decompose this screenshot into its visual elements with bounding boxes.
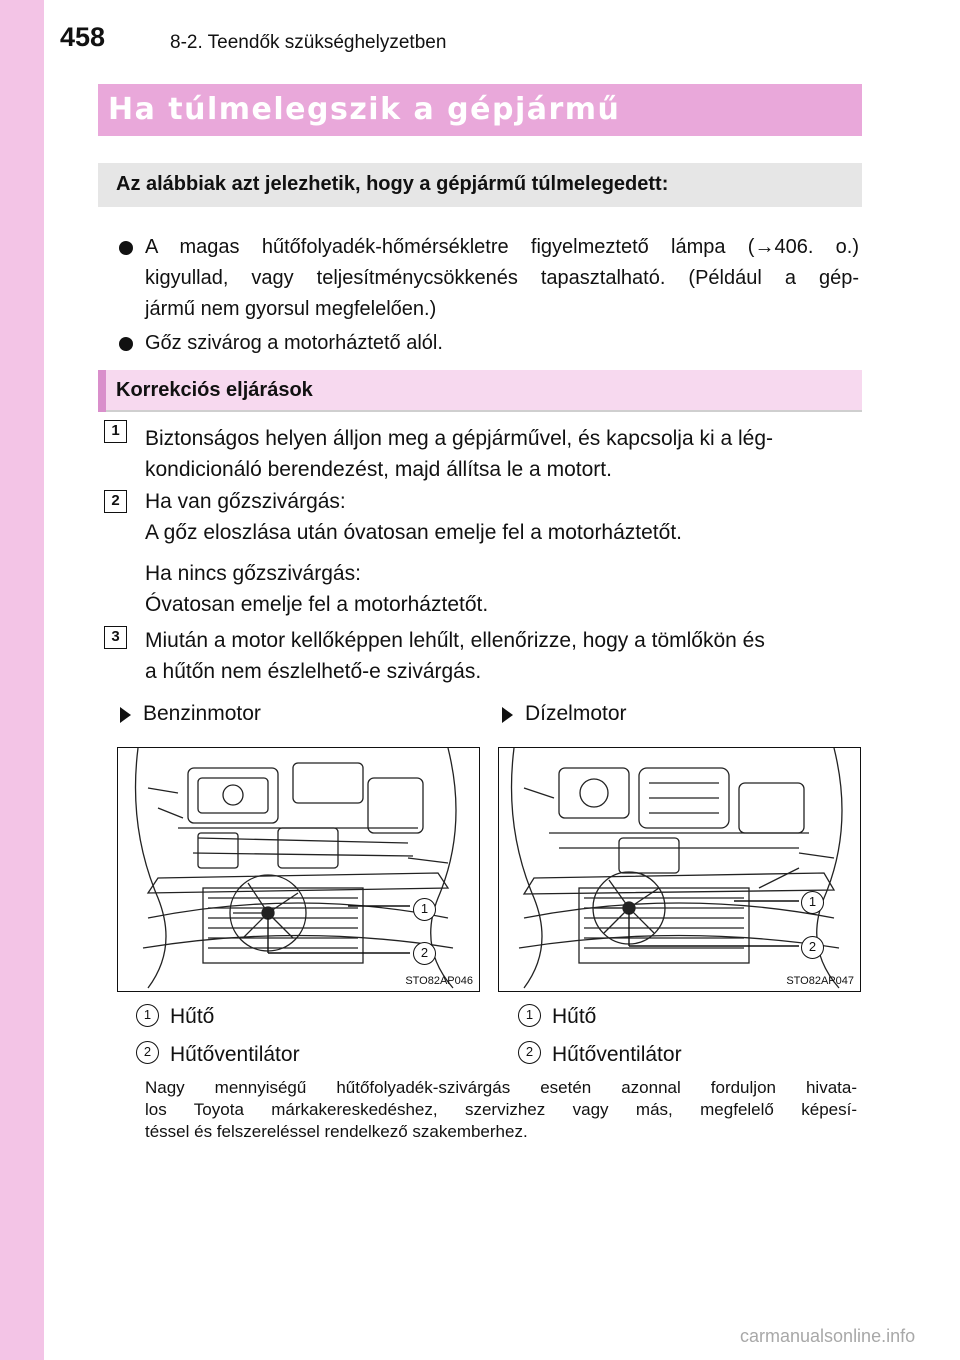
page-number: 458 (60, 22, 106, 52)
callout-marker: 2 (801, 936, 824, 959)
page-title-bar (98, 84, 862, 136)
legend-number: 2 (518, 1041, 541, 1064)
legend-label: Hűtőventilátor (170, 1043, 300, 1066)
figure-label: Dízelmotor (525, 702, 627, 725)
watermark: carmanualsonline.info (740, 1326, 916, 1346)
legend-number: 2 (136, 1041, 159, 1064)
callout-marker: 1 (413, 898, 436, 921)
image-code: STO82AP047 (786, 975, 854, 987)
heading-accent (98, 370, 106, 412)
step-text-line: Óvatosan emelje fel a motorháztetőt. (145, 593, 489, 616)
bullet-text-line: A magas hűtőfolyadék-hőmérsékletre figyelmeztető lámpa (→406. o.) (145, 236, 859, 258)
legend-number: 1 (136, 1004, 159, 1027)
legend-label: Hűtőventilátor (552, 1043, 682, 1066)
figure-label: Benzinmotor (143, 702, 261, 725)
bullet-text-line: kigyullad, vagy teljesítménycsökkenés tapasztalható. (Például a gép- (145, 267, 859, 289)
bullet-icon (119, 241, 133, 255)
procedure-heading-bar (98, 370, 862, 412)
signs-heading: Az alábbiak azt jelezhetik, hogy a gépjármű túlmelegedett: (116, 173, 669, 195)
note-paragraph (145, 1077, 857, 1143)
step-text-line: kondicionáló berendezést, majd állítsa le a motort. (145, 458, 612, 481)
step-text-line: A gőz eloszlása után óvatosan emelje fel a motorháztetőt. (145, 521, 682, 544)
legend-label: Hűtő (552, 1005, 597, 1028)
bullet-text-line: Gőz szivárog a motorháztető alól. (145, 332, 443, 354)
step-text (145, 625, 860, 687)
triangle-bullet-icon (502, 707, 513, 723)
chapter-side-strip (0, 0, 44, 1360)
image-code: STO82AP046 (405, 975, 473, 987)
callout-marker: 1 (801, 891, 824, 914)
section-reference: 8-2. Teendők szükséghelyzetben (170, 32, 447, 53)
page-title: Ha túlmelegszik a gépjármű (108, 92, 621, 127)
step-number: 2 (104, 490, 127, 513)
diesel-engine-illustration (498, 747, 861, 992)
bullet-icon (119, 337, 133, 351)
step-number: 3 (104, 626, 127, 649)
note-line: téssel és felszereléssel rendelkező szakemberhez. (145, 1122, 528, 1141)
callout-marker: 2 (413, 942, 436, 965)
step-text (145, 486, 860, 620)
step-text-line: Ha nincs gőzszivárgás: (145, 562, 361, 585)
legend-number: 1 (518, 1004, 541, 1027)
procedure-heading: Korrekciós eljárások (116, 379, 313, 401)
legend-label: Hűtő (170, 1005, 215, 1028)
step-text-line: Miután a motor kellőképpen lehűlt, ellenőrizze, hogy a tömlőkön és (145, 629, 765, 652)
step-number: 1 (104, 420, 127, 443)
triangle-bullet-icon (120, 707, 131, 723)
step-text-line: Biztonságos helyen álljon meg a gépjárművel, és kapcsolja ki a lég- (145, 427, 774, 450)
signs-heading-bar (98, 163, 862, 207)
note-line: Nagy mennyiségű hűtőfolyadék-szivárgás esetén azonnal forduljon hivata- (145, 1078, 857, 1097)
note-line: los Toyota márkakereskedéshez, szervizhez vagy más, megfelelő képesí- (145, 1100, 857, 1119)
step-text-line: Ha van gőzszivárgás: (145, 490, 346, 513)
petrol-engine-illustration (117, 747, 480, 992)
step-text-line: a hűtőn nem észlelhető-e szivárgás. (145, 660, 482, 683)
bullet-text-line: jármű nem gyorsul megfelelően.) (145, 298, 437, 320)
step-text (145, 423, 860, 485)
